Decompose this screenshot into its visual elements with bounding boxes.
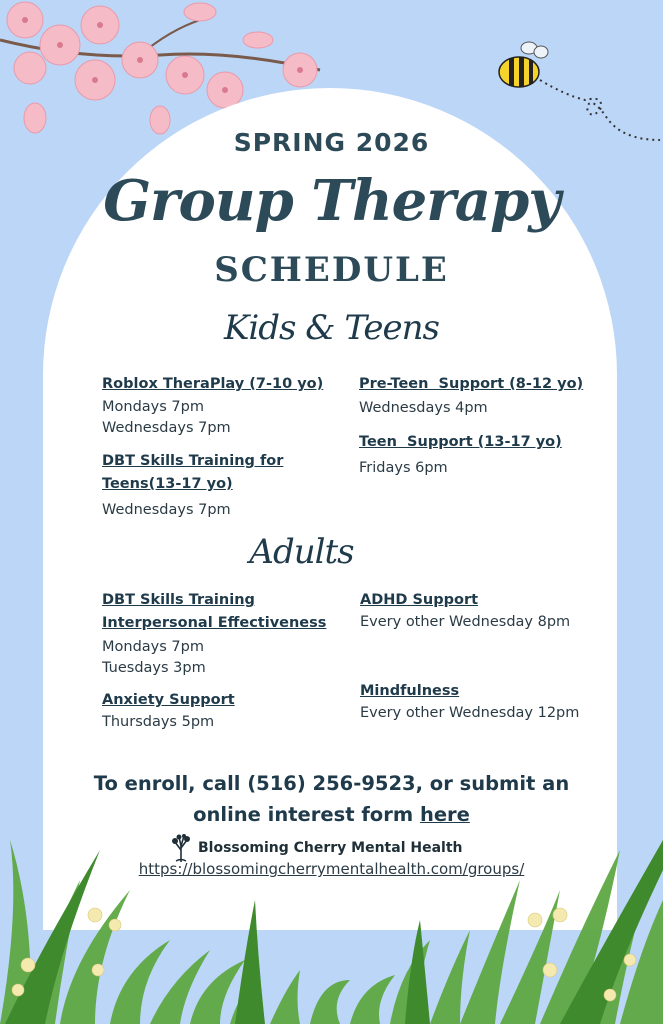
group-title: Interpersonal Effectiveness [102, 615, 327, 631]
group-time: Every other Wednesday 8pm [360, 614, 571, 630]
enroll-line-2 [90, 799, 573, 830]
group-dbt-interpersonal [102, 589, 326, 679]
enroll-prefix: online interest form [193, 803, 420, 826]
group-title: Teen Support (13-17 yo) [359, 434, 562, 450]
group-time: Thursdays 5pm [102, 714, 215, 730]
group-anxiety-support [102, 689, 235, 733]
group-roblox-theraplay [102, 373, 323, 439]
grass-decoration [0, 830, 663, 1024]
group-title: Anxiety Support [102, 692, 235, 708]
group-dbt-teens [102, 450, 283, 521]
enroll-text [90, 768, 573, 830]
group-time: Wednesdays 4pm [359, 400, 488, 416]
group-title: DBT Skills Training [102, 592, 255, 608]
group-mindfulness [360, 680, 579, 724]
groups-url-link[interactable]: https://blossomingcherrymentalhealth.com/groups/ [138, 860, 525, 878]
group-title: DBT Skills Training for [102, 453, 284, 469]
brand-name: Blossoming Cherry Mental Health [198, 840, 463, 856]
group-title: Mindfulness [360, 683, 460, 699]
section-heading-adults: Adults [249, 532, 354, 572]
group-time: Wednesdays 7pm [102, 420, 231, 436]
interest-form-link[interactable]: here [419, 803, 470, 826]
group-time: Mondays 7pm [102, 639, 204, 655]
group-pre-teen-support [359, 373, 583, 419]
section-heading-kids-teens: Kids & Teens [224, 308, 439, 348]
group-time: Fridays 6pm [359, 460, 448, 476]
page-subtitle: SCHEDULE [214, 250, 449, 290]
page-title: Group Therapy [103, 168, 560, 234]
group-time: Wednesdays 7pm [102, 502, 231, 518]
group-title: Roblox TheraPlay (7-10 yo) [102, 376, 324, 392]
group-title: Pre-Teen Support (8-12 yo) [359, 376, 584, 392]
enroll-line-1: To enroll, call (516) 256-9523, or submit an [93, 772, 570, 795]
group-title: ADHD Support [360, 592, 479, 608]
group-time: Tuesdays 3pm [102, 660, 206, 676]
group-time: Every other Wednesday 12pm [360, 705, 580, 721]
group-time: Mondays 7pm [102, 399, 204, 415]
group-title: Teens(13-17 yo) [102, 476, 233, 492]
group-adhd-support [360, 589, 570, 633]
group-teen-support [359, 431, 562, 479]
season-label: SPRING 2026 [233, 128, 430, 157]
